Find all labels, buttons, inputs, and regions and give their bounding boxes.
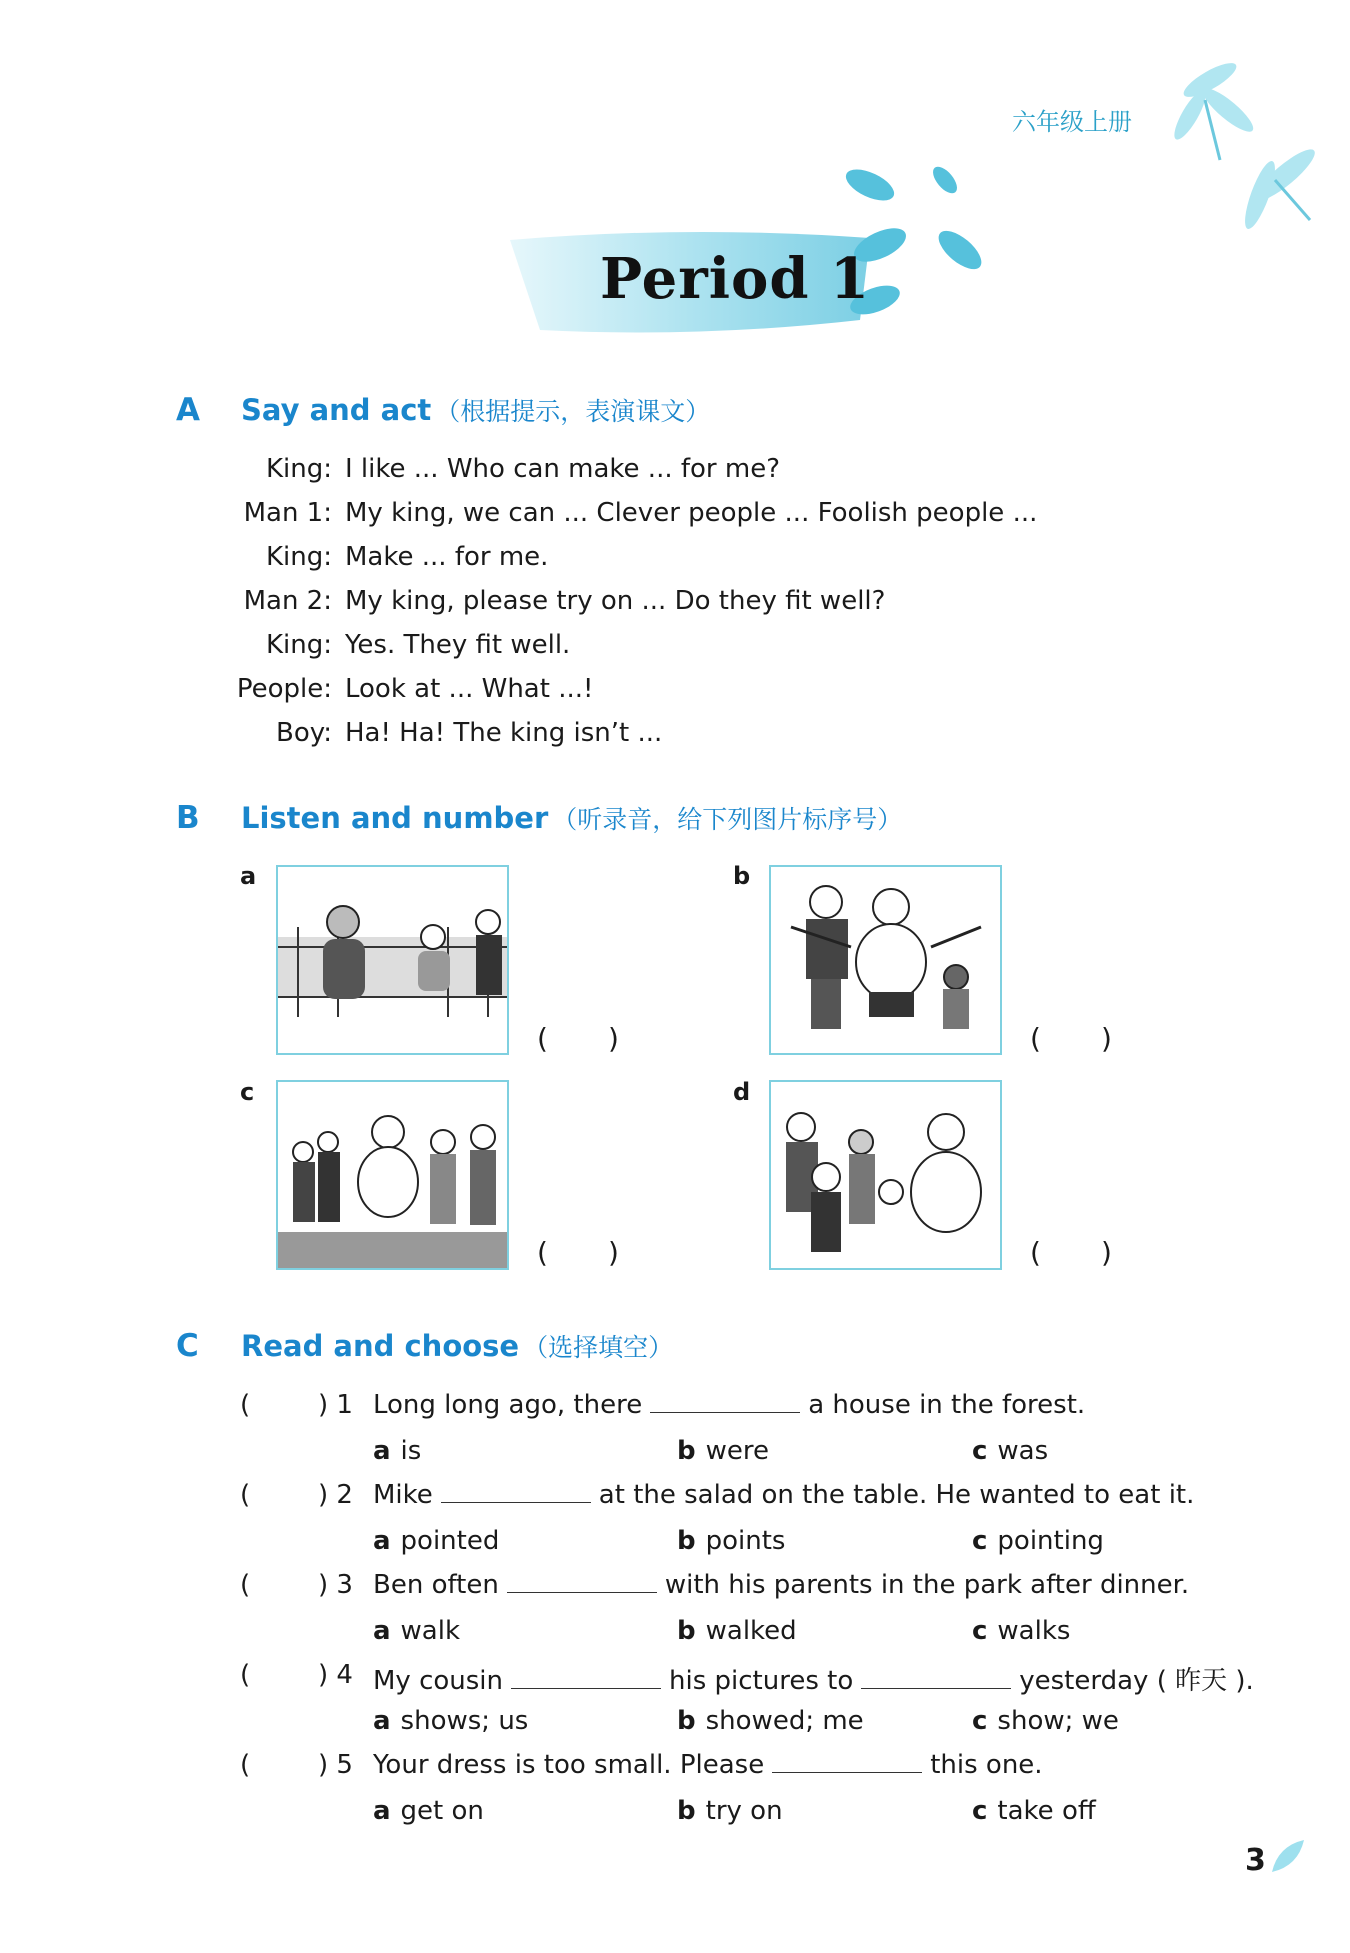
picture-c: [276, 1080, 509, 1270]
question-text: Your dress is too small. Please this one.: [373, 1750, 1043, 1780]
answer-paren-open[interactable]: (: [240, 1750, 251, 1780]
dialogue-speaker: King:: [265, 454, 332, 484]
question-number: ) 4: [318, 1660, 353, 1690]
dialogue-speaker: People:: [236, 674, 332, 704]
question-text: Ben often with his parents in the park after dinner.: [373, 1570, 1190, 1600]
picture-c-label: c: [240, 1078, 255, 1106]
dialogue-line: Yes. They fit well.: [345, 630, 571, 660]
grade-label: 六年级上册: [1012, 108, 1132, 136]
question-text: Long long ago, there a house in the forest.: [373, 1390, 1086, 1420]
question-text: Mike at the salad on the table. He wanted to eat it.: [373, 1480, 1195, 1510]
answer-paren-open[interactable]: (: [240, 1480, 251, 1510]
page-title: Period 1: [600, 246, 870, 312]
answer-parentheses[interactable]: ( ): [1030, 1022, 1112, 1055]
picture-b: [769, 865, 1002, 1055]
option-b[interactable]: b were: [677, 1436, 769, 1466]
section-a-title: Say and act （根据提示，表演课文）: [241, 393, 711, 427]
option-a[interactable]: a get on: [373, 1796, 484, 1826]
leaf-icon: [1268, 1836, 1308, 1876]
fill-blank[interactable]: [441, 1481, 591, 1503]
question-number: ) 5: [318, 1750, 353, 1780]
dialogue-line: My king, we can ... Clever people ... Foolish people ...: [345, 498, 1038, 528]
picture-a: [276, 865, 509, 1055]
option-b[interactable]: b points: [677, 1526, 786, 1556]
answer-paren-open[interactable]: (: [240, 1660, 251, 1690]
option-c[interactable]: c walks: [972, 1616, 1071, 1646]
option-a[interactable]: a shows; us: [373, 1706, 529, 1736]
dragonfly-icon: [1150, 40, 1330, 230]
answer-parentheses[interactable]: ( ): [537, 1236, 619, 1269]
option-c[interactable]: c show; we: [972, 1706, 1119, 1736]
answer-parentheses[interactable]: ( ): [537, 1022, 619, 1055]
dialogue-speaker: Boy:: [276, 718, 332, 748]
section-a-letter: A: [176, 392, 200, 428]
fill-blank[interactable]: [507, 1571, 657, 1593]
fill-blank[interactable]: [650, 1391, 800, 1413]
option-b[interactable]: b walked: [677, 1616, 797, 1646]
answer-paren-open[interactable]: (: [240, 1570, 251, 1600]
option-c[interactable]: c take off: [972, 1796, 1096, 1826]
fill-blank[interactable]: [511, 1667, 661, 1689]
dialogue-speaker: Man 1:: [243, 498, 332, 528]
option-a[interactable]: a walk: [373, 1616, 461, 1646]
option-c[interactable]: c was: [972, 1436, 1049, 1466]
answer-parentheses[interactable]: ( ): [1030, 1236, 1112, 1269]
dialogue-line: Ha! Ha! The king isn’t ...: [345, 718, 663, 748]
fill-blank[interactable]: [861, 1667, 1011, 1689]
picture-d-label: d: [733, 1078, 751, 1106]
section-b-title: Listen and number （听录音，给下列图片标序号）: [241, 801, 903, 835]
picture-b-label: b: [733, 862, 751, 890]
picture-a-label: a: [240, 862, 257, 890]
dialogue-speaker: King:: [265, 542, 332, 572]
question-number: ) 3: [318, 1570, 353, 1600]
question-text: My cousin his pictures to yesterday ( 昨天 ).: [373, 1666, 1254, 1696]
dialogue-speaker: King:: [265, 630, 332, 660]
dialogue-line: Look at ... What ...!: [345, 674, 594, 704]
dialogue-line: My king, please try on ... Do they fit well?: [345, 586, 886, 616]
fill-blank[interactable]: [772, 1751, 922, 1773]
dialogue-line: I like ... Who can make ... for me?: [345, 454, 781, 484]
answer-paren-open[interactable]: (: [240, 1390, 251, 1420]
dialogue-line: Make ... for me.: [345, 542, 549, 572]
option-b[interactable]: b try on: [677, 1796, 783, 1826]
section-c-title: Read and choose （选择填空）: [241, 1329, 674, 1363]
option-a[interactable]: a pointed: [373, 1526, 500, 1556]
picture-d: [769, 1080, 1002, 1270]
option-a[interactable]: a is: [373, 1436, 422, 1466]
section-c-letter: C: [176, 1328, 199, 1364]
question-number: ) 2: [318, 1480, 353, 1510]
dialogue-speaker: Man 2:: [243, 586, 332, 616]
question-number: ) 1: [318, 1390, 353, 1420]
option-c[interactable]: c pointing: [972, 1526, 1104, 1556]
section-b-letter: B: [176, 800, 200, 836]
page-number: 3: [1245, 1843, 1266, 1878]
option-b[interactable]: b showed; me: [677, 1706, 864, 1736]
